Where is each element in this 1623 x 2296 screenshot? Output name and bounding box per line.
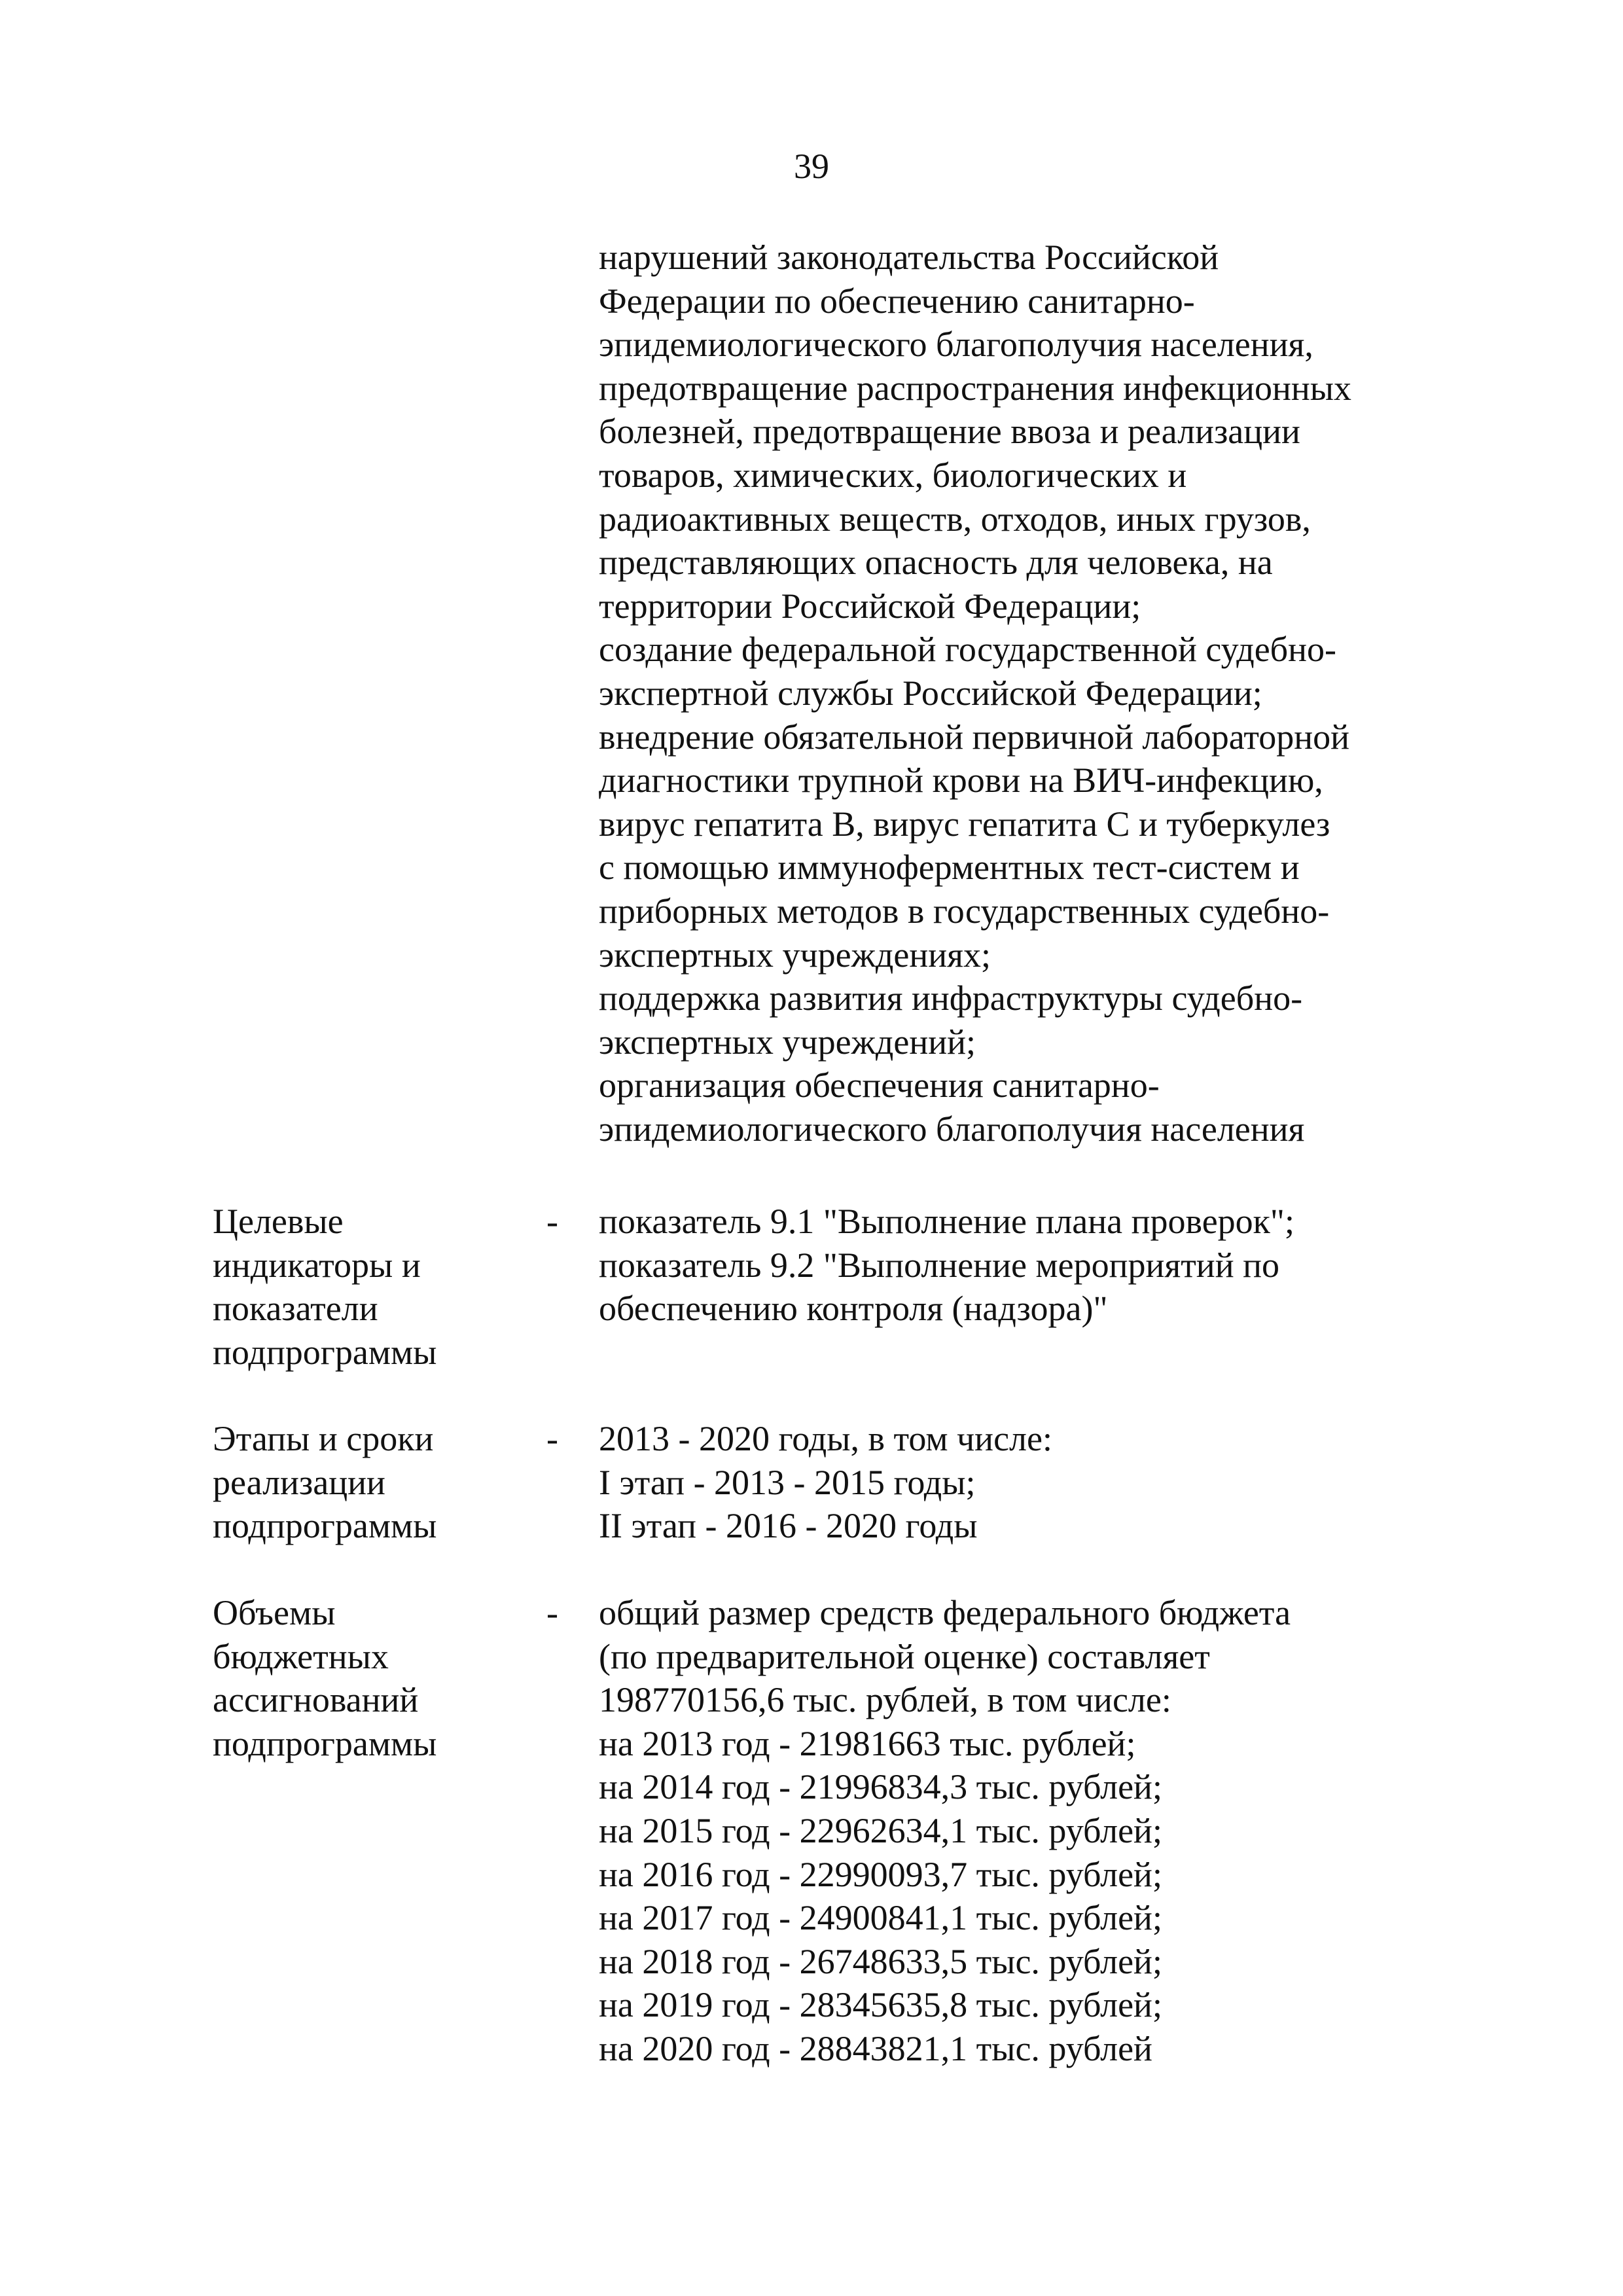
text-line: предотвращение распространения инфекционных [599,368,1352,408]
value-line: на 2014 год - 21996834,3 тыс. рублей; [599,1767,1162,1807]
value-line: на 2018 год - 26748633,5 тыс. рублей; [599,1941,1162,1981]
value-line: на 2013 год - 21981663 тыс. рублей; [599,1723,1136,1763]
param-label-indicators [213,1200,520,1374]
label-line: показатели [213,1289,378,1329]
label-line: Целевые [213,1202,344,1241]
label-line: подпрограммы [213,1506,437,1546]
param-dash: - [546,1202,558,1241]
param-dash: - [546,1593,558,1632]
text-line: товаров, химических, биологических и [599,455,1187,495]
text-line: экспертных учреждений; [599,1022,976,1062]
intro-text [599,236,1528,1151]
param-value-indicators [599,1200,1528,1331]
text-line: создание федеральной государственной судебно- [599,630,1337,670]
text-line: эпидемиологического благополучия населения, [599,325,1313,365]
value-line: 198770156,6 тыс. рублей, в том числе: [599,1680,1171,1720]
text-line: Федерации по обеспечению санитарно- [599,281,1195,321]
value-line: на 2015 год - 22962634,1 тыс. рублей; [599,1810,1162,1850]
label-line: ассигнований [213,1680,419,1720]
value-line: на 2017 год - 24900841,1 тыс. рублей; [599,1898,1162,1938]
param-dash: - [546,1419,558,1458]
value-line: обеспечению контроля (надзора)" [599,1289,1108,1329]
param-label-stages [213,1417,520,1548]
text-line: диагностики трупной крови на ВИЧ-инфекцию, [599,761,1323,800]
value-line: на 2020 год - 28843821,1 тыс. рублей [599,2028,1152,2068]
page-number: 39 [794,147,829,186]
label-line: подпрограммы [213,1723,437,1763]
value-line: (по предварительной оценке) составляет [599,1636,1210,1676]
text-line: приборных методов в государственных судебно- [599,891,1330,931]
text-line: экспертных учреждениях; [599,935,991,975]
text-line: болезней, предотвращение ввоза и реализации [599,412,1300,452]
param-label-budget [213,1591,520,1765]
value-line: показатель 9.1 "Выполнение плана проверок"; [599,1202,1294,1241]
label-line: бюджетных [213,1636,389,1676]
text-line: с помощью иммуноферментных тест-систем и [599,848,1300,888]
text-line: эпидемиологического благополучия населения [599,1109,1305,1149]
value-line: I этап - 2013 - 2015 годы; [599,1462,976,1502]
value-line: II этап - 2016 - 2020 годы [599,1506,978,1546]
value-line: на 2019 год - 28345635,8 тыс. рублей; [599,1985,1162,2025]
param-value-budget [599,1591,1528,2071]
label-line: Этапы и сроки [213,1419,434,1458]
text-line: поддержка развития инфраструктуры судебно- [599,978,1303,1018]
text-line: нарушений законодательства Российской [599,238,1219,277]
param-value-stages [599,1417,1528,1548]
text-line: представляющих опасность для человека, на [599,543,1273,583]
label-line: индикаторы и [213,1245,421,1285]
text-line: вирус гепатита В, вирус гепатита С и туберкулез [599,804,1330,844]
label-line: Объемы [213,1593,336,1632]
label-line: реализации [213,1462,385,1502]
text-line: территории Российской Федерации; [599,586,1141,626]
value-line: на 2016 год - 22990093,7 тыс. рублей; [599,1854,1162,1894]
text-line: внедрение обязательной первичной лабораторной [599,717,1350,757]
label-line: подпрограммы [213,1332,437,1372]
value-line: показатель 9.2 "Выполнение мероприятий по [599,1245,1280,1285]
text-line: экспертной службы Российской Федерации; [599,673,1262,713]
text-line: организация обеспечения санитарно- [599,1066,1160,1105]
text-line: радиоактивных веществ, отходов, иных грузов, [599,499,1311,539]
value-line: общий размер средств федерального бюджета [599,1593,1291,1632]
value-line: 2013 - 2020 годы, в том числе: [599,1419,1052,1458]
